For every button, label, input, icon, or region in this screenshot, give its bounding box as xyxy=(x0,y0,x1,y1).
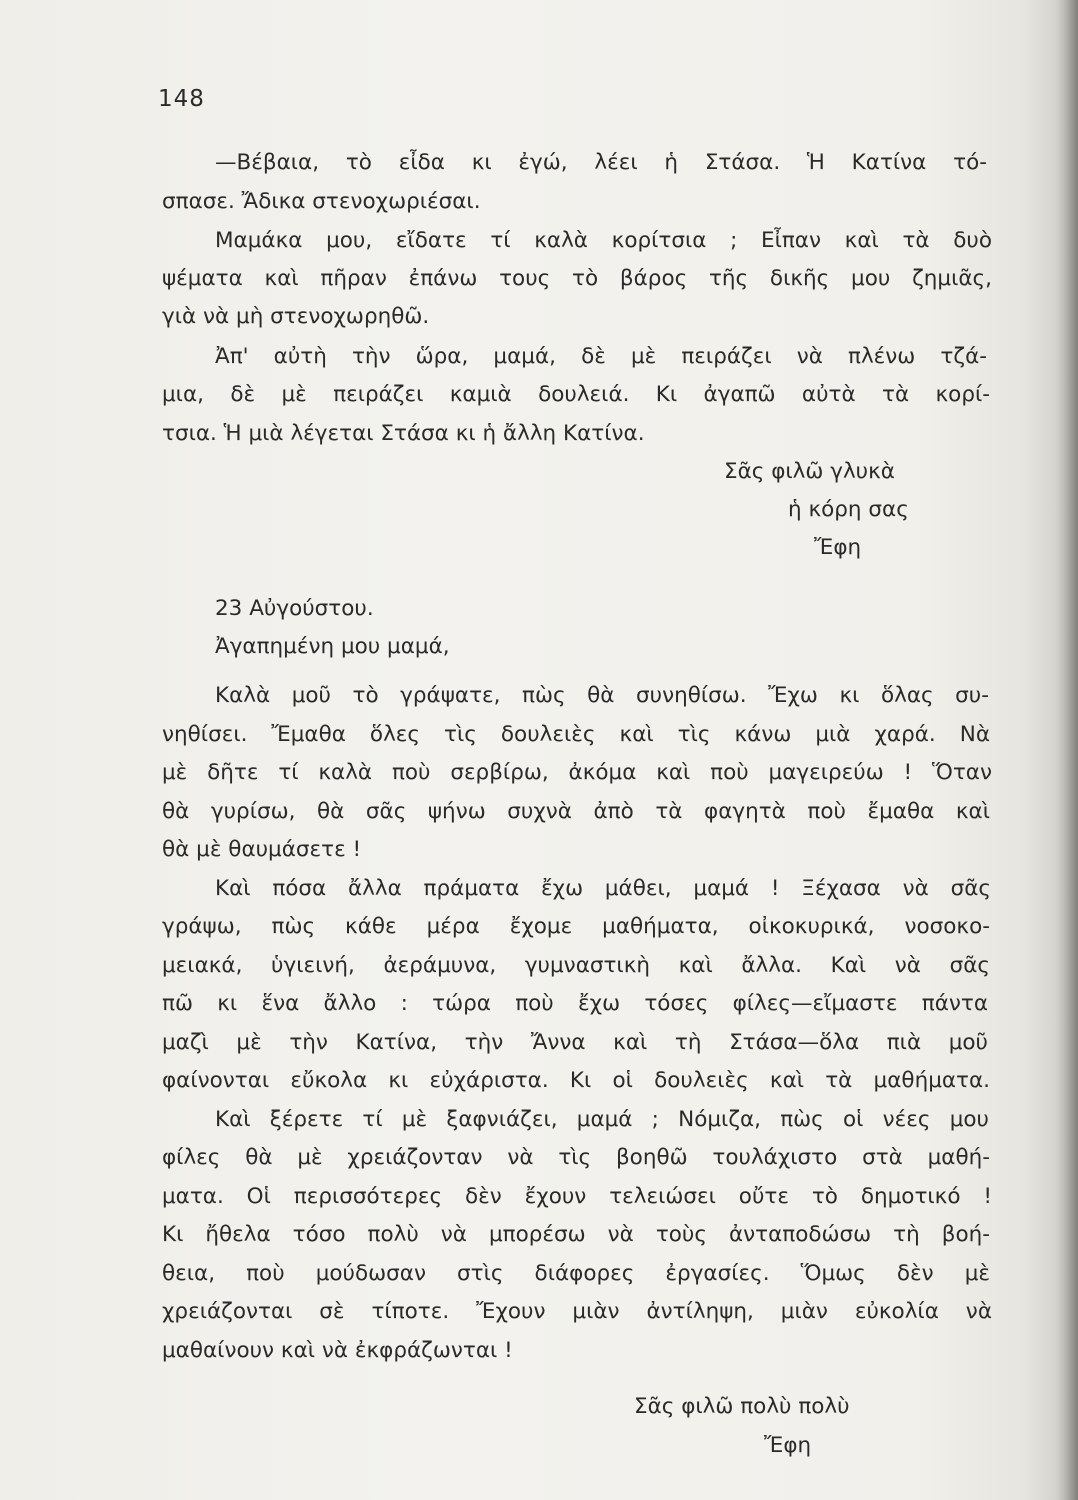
signature: Ἔφη xyxy=(764,1433,812,1458)
text-line: —Βέβαια, τὸ εἶδα κι ἐγώ, λέει ἡ Στάσα. Ἡ Κατίνα τό- xyxy=(215,150,987,175)
text-line: Ἀπ' αὐτὴ τὴν ὥρα, μαμά, δὲ μὲ πειράζει νὰ πλένω τζά- xyxy=(215,344,987,369)
signoff-line: Σᾶς φιλῶ γλυκὰ xyxy=(724,459,895,484)
text-line: χρειάζονται σὲ τίποτε. Ἔχουν μιὰν ἀντίληψη, μιὰν εὐκολία νὰ xyxy=(162,1299,992,1324)
page-number: 148 xyxy=(158,86,205,112)
text-line: θεια, ποὺ μούδωσαν στὶς διάφορες ἐργασίες. Ὅμως δὲν μὲ xyxy=(162,1261,990,1286)
page-edge-shadow xyxy=(1056,0,1078,1500)
text-line: Μαμάκα μου, εἴδατε τί καλὰ κορίτσια ; Εἶπαν καὶ τὰ δυὸ xyxy=(215,228,992,253)
text-line: μαζὶ μὲ τὴν Κατίνα, τὴν Ἄννα καὶ τὴ Στάσα—ὅλα πιὰ μοῦ xyxy=(162,1030,988,1055)
text-line: γιὰ νὰ μὴ στενοχωρηθῶ. xyxy=(162,304,430,329)
signoff-line: ἡ κόρη σας xyxy=(788,497,909,522)
text-line: Καλὰ μοῦ τὸ γράψατε, πὼς θὰ συνηθίσω. Ἔχω κι ὅλας συ- xyxy=(215,683,989,708)
letter-date: 23 Αὐγούστου. xyxy=(215,596,374,621)
text-line: φαίνονται εὔκολα κι εὐχάριστα. Κι οἱ δουλειὲς καὶ τὰ μαθήματα. xyxy=(162,1068,990,1093)
letter-salutation: Ἀγαπημένη μου μαμά, xyxy=(215,634,450,659)
text-line: θὰ μὲ θαυμάσετε ! xyxy=(162,837,362,862)
text-line: ψέματα καὶ πῆραν ἐπάνω τους τὸ βάρος τῆς δικῆς μου ζημιᾶς, xyxy=(162,266,992,291)
text-line: μὲ δῆτε τί καλὰ ποὺ σερβίρω, ἀκόμα καὶ ποὺ μαγειρεύω ! Ὅταν xyxy=(162,760,992,785)
text-line: Κι ἤθελα τόσο πολὺ νὰ μπορέσω νὰ τοὺς ἀνταποδώσω τὴ βοή- xyxy=(162,1222,990,1247)
text-line: μια, δὲ μὲ πειράζει καμιὰ δουλειά. Κι ἀγαπῶ αὐτὰ τὰ κορί- xyxy=(162,382,990,407)
text-line: σπασε. Ἄδικα στενοχωριέσαι. xyxy=(162,189,481,214)
text-line: νηθίσει. Ἔμαθα ὅλες τὶς δουλειὲς καὶ τὶς κάνω μιὰ χαρά. Νὰ xyxy=(162,722,990,747)
text-line: Καὶ ξέρετε τί μὲ ξαφνιάζει, μαμά ; Νόμιζα, πὼς οἱ νέες μου xyxy=(215,1107,989,1132)
signoff-line: Σᾶς φιλῶ πολὺ πολὺ xyxy=(634,1394,850,1419)
text-line: γράψω, πὼς κάθε μέρα ἔχομε μαθήματα, οἰκοκυρικά, νοσοκο- xyxy=(162,914,990,939)
text-line: μειακά, ὑγιεινή, ἀεράμυνα, γυμναστικὴ καὶ ἄλλα. Καὶ νὰ σᾶς xyxy=(162,953,990,978)
text-line: φίλες θὰ μὲ χρειάζονταν νὰ τὶς βοηθῶ τουλάχιστο στὰ μαθή- xyxy=(162,1145,990,1170)
text-line: πῶ κι ἕνα ἄλλο : τώρα ποὺ ἔχω τόσες φίλες—εἴμαστε πάντα xyxy=(162,991,988,1016)
text-line: ματα. Οἱ περισσότερες δὲν ἔχουν τελειώσει οὔτε τὸ δημοτικό ! xyxy=(162,1184,992,1209)
text-line: μαθαίνουν καὶ νὰ ἐκφράζωνται ! xyxy=(162,1338,513,1363)
text-line: Καὶ πόσα ἄλλα πράματα ἔχω μάθει, μαμά ! Ξέχασα νὰ σᾶς xyxy=(215,876,991,901)
signature: Ἔφη xyxy=(814,535,862,560)
text-line: τσια. Ἡ μιὰ λέγεται Στάσα κι ἡ ἄλλη Κατίνα. xyxy=(162,421,645,446)
text-line: θὰ γυρίσω, θὰ σᾶς ψήνω συχνὰ ἀπὸ τὰ φαγητὰ ποὺ ἔμαθα καὶ xyxy=(162,799,990,824)
